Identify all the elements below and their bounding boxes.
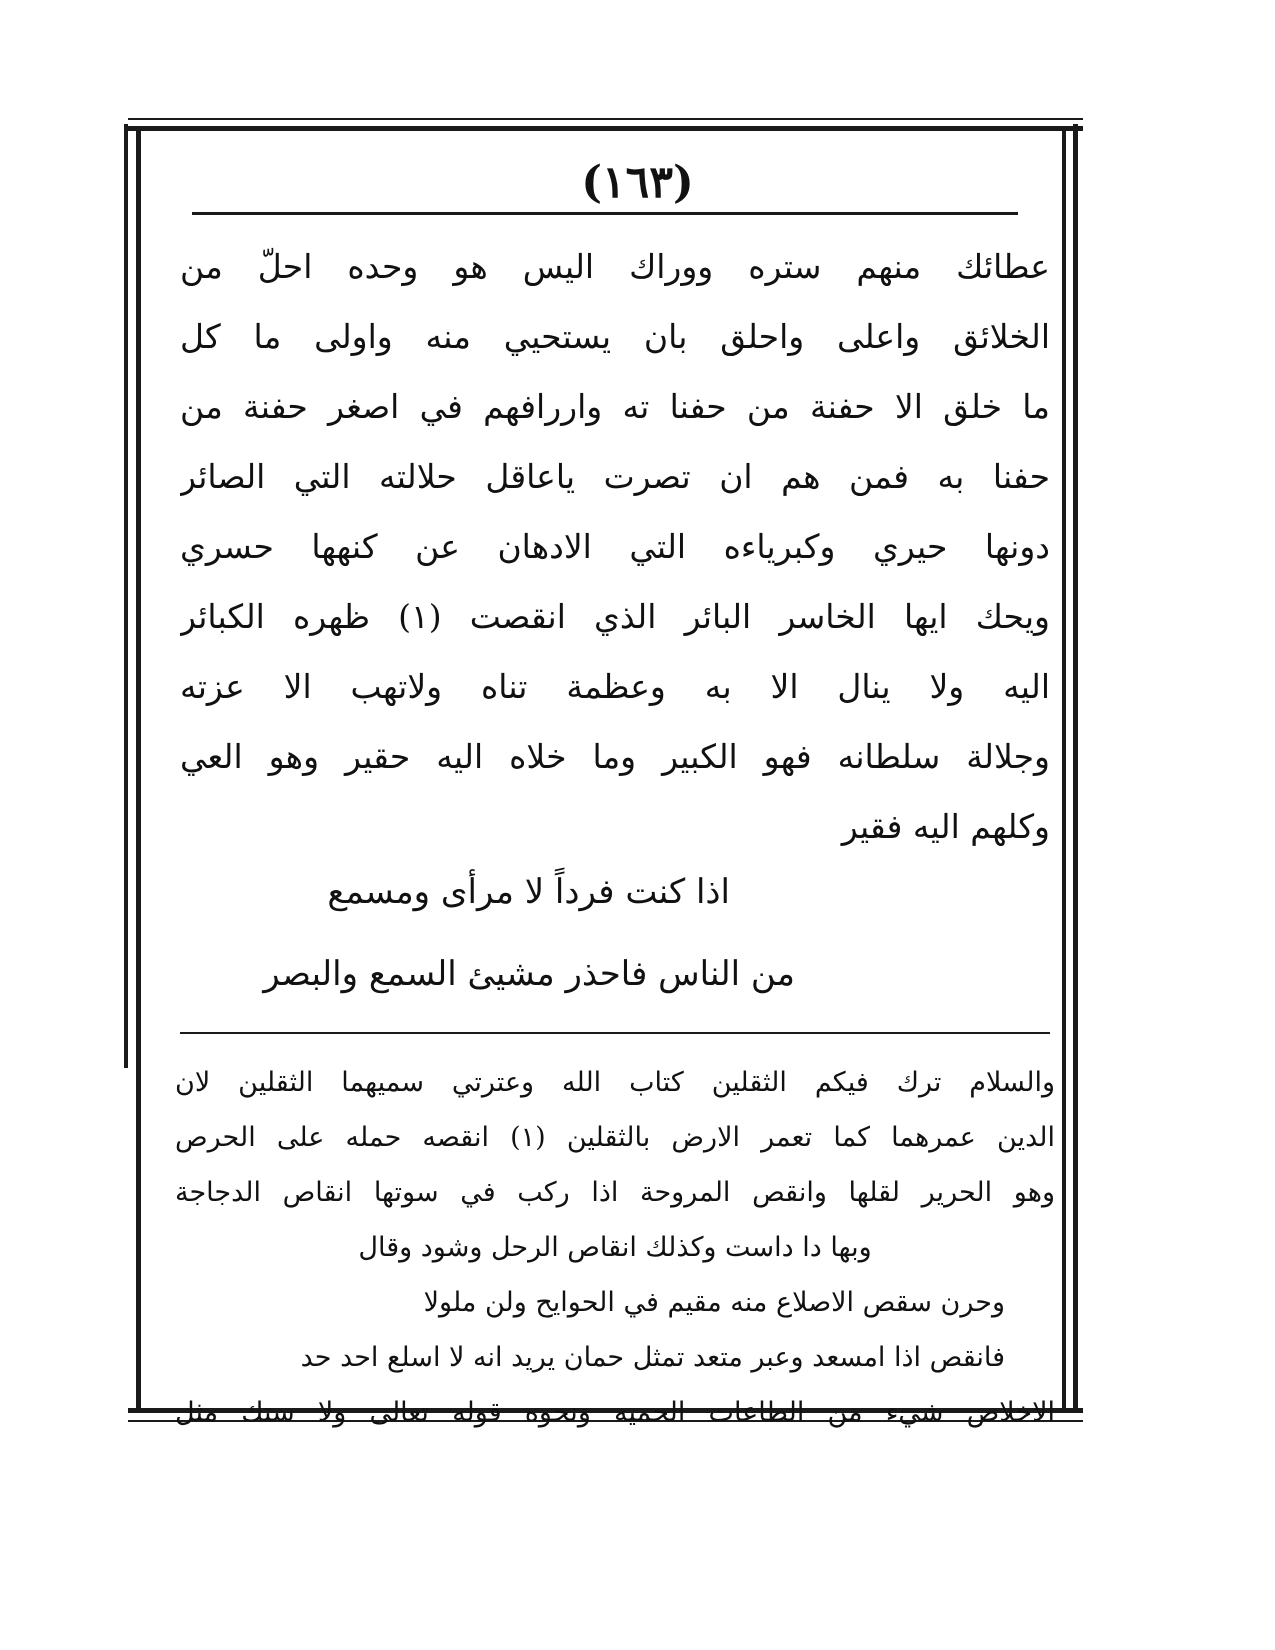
text-line: وجلالة سلطانه فهو الكبير وما خلاه اليه حقير وهو العي: [180, 737, 1050, 776]
footnote-separator-rule: [180, 1032, 1050, 1034]
header-rule: [192, 212, 1018, 215]
frame-right-inner-rule: [1062, 130, 1066, 1410]
frame-left-inner-rule: [136, 130, 141, 1410]
footnote-line: فانقص اذا امسعد وعبر متعد تمثل حمان يريد انه لا اسلع احد حد: [300, 1342, 1005, 1373]
page-number: (١٦٣): [581, 157, 694, 208]
text-line: دونها حيري وكبرياءه التي الادهان عن كنهها حسري: [180, 527, 1050, 566]
footnote-line: وبها دا داست وكذلك انقاص الرحل وشود وقال: [358, 1232, 872, 1263]
footnote-line: والسلام ترك فيكم الثقلين كتاب الله وعترتي سميهما الثقلين لان: [175, 1067, 1055, 1098]
text-line: حفنا به فمن هم ان تصرت ياعاقل حلالته التي الصائر: [180, 457, 1050, 496]
footnote-line: وحرن سقص الاصلاع منه مقيم في الحوايح ولن ملولا: [423, 1287, 1005, 1318]
text-line: عطائك منهم ستره ووراك اليس هو وحده احلّ من: [180, 247, 1050, 286]
frame-top-outer-rule: [128, 118, 1083, 120]
text-line: ما خلق الا حفنة من حفنا ته واررافهم في اصغر حفنة من: [180, 387, 1050, 426]
main-text-block: [180, 232, 1050, 862]
frame-right-outer-rule: [1073, 124, 1078, 1412]
text-line: اليه ولا ينال الا به وعظمة تناه ولاتهب الا عزته: [180, 667, 1050, 706]
footnote-block: [175, 1055, 1055, 1440]
frame-top-inner-rule: [128, 126, 1083, 131]
text-line: الخلائق واعلى واحلق بان يستحيي منه واولى ما كل: [180, 317, 1050, 356]
text-line: وكلهم اليه فقير: [841, 807, 1050, 846]
footnote-line: الدين عمرهما كما تعمر الارض بالثقلين (١) انقصه حمله على الحرص: [175, 1122, 1055, 1153]
frame-left-outer-rule: [124, 124, 128, 1068]
footnote-line: الاخلاص شيء من الطاعات الحميه ونحوه قوله تعالى ولا ستك مثل: [175, 1397, 1055, 1428]
verse-second-hemistich: من الناس فاحذر مشيئ السمع والبصر: [263, 954, 795, 994]
text-line: ويحك ايها الخاسر البائر الذي انقصت (١) ظهره الكبائر: [180, 597, 1050, 636]
verse-first-hemistich: اذا كنت فرداً لا مرأى ومسمع: [327, 872, 730, 912]
footnote-line: وهو الحرير لقلها وانقص المروحة اذا ركب في سوتها انقاص الدجاجة: [175, 1177, 1055, 1208]
